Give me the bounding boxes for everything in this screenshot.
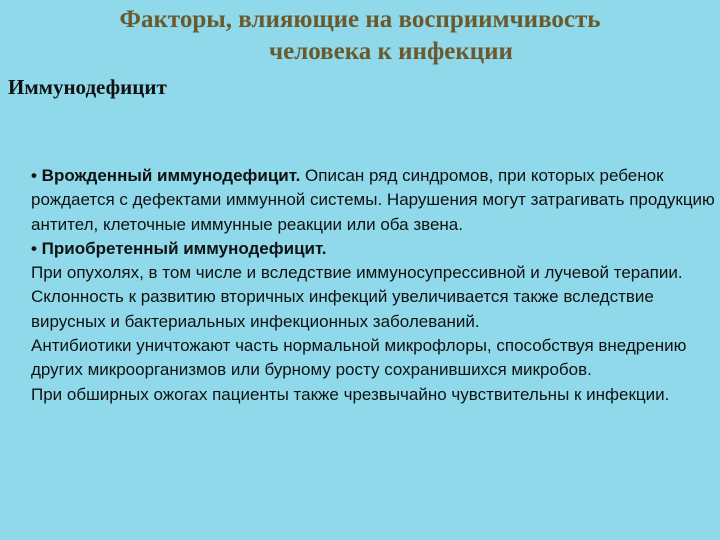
slide-title-line-1: Факторы, влияющие на восприимчивость	[119, 6, 601, 33]
bullet-congenital	[31, 164, 715, 237]
slide-title	[40, 4, 680, 68]
bullet-acquired-heading: • Приобретенный иммунодефицит.	[31, 238, 327, 258]
slide-body	[31, 164, 715, 407]
paragraph-burns: При обширных ожогах пациенты также чрезвычайно чувствительны к инфекции.	[31, 384, 670, 404]
paragraph-tumors: При опухолях, в том числе и вследствие иммуносупрессивной и лучевой терапии.	[31, 263, 683, 283]
bullet-congenital-heading: • Врожденный иммунодефицит.	[31, 166, 301, 185]
paragraph-antibiotics: Антибиотики уничтожают часть нормальной микрофлоры, способствуя внедрению других микроорганизмов или бурному росту сохранившихся микробов.	[31, 336, 687, 380]
section-heading: Иммунодефицит	[8, 75, 167, 99]
bullet-acquired	[31, 237, 715, 261]
slide-title-line-2: человека к инфекции	[269, 38, 513, 65]
paragraph-secondary-infections: Склонность к развитию вторичных инфекций увеличивается также вследствие вирусных и бактериальных инфекционных заболеваний.	[31, 287, 654, 331]
bullet-congenital-text: Описан ряд синдромов, при которых ребенок рождается с дефектами иммунной системы. Нарушения могут затрагивать продукцию антител, клеточные иммунные реакции или оба звена.	[31, 166, 715, 234]
